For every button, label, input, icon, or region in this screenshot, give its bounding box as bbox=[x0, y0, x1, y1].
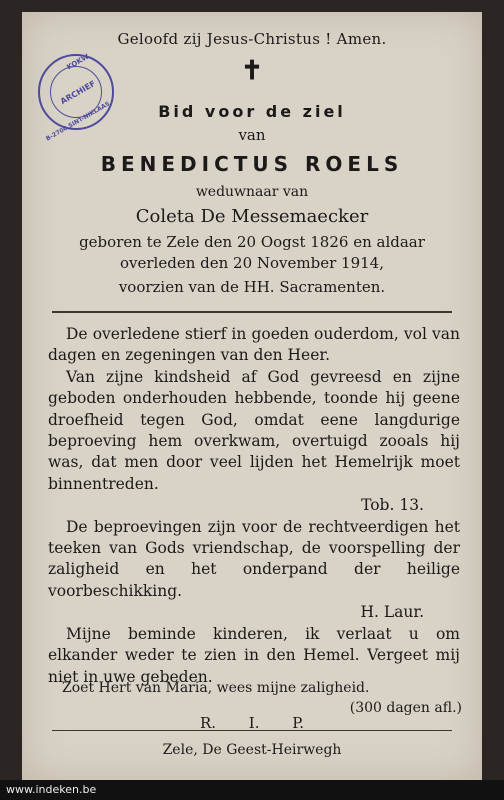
death-line: overleden den 20 November 1914, bbox=[120, 254, 384, 272]
van-label: van bbox=[238, 126, 266, 144]
bottom-divider bbox=[52, 730, 452, 731]
citation: H. Laur. bbox=[360, 603, 424, 622]
watermark-bar bbox=[0, 780, 504, 800]
closing-prayer: Zoet Hert van Maria, wees mijne zaligheid. bbox=[62, 680, 370, 696]
memorial-card bbox=[22, 12, 482, 780]
indulgence-note: (300 dagen afl.) bbox=[349, 700, 462, 716]
paragraph: De overledene stierf in goeden ouderdom, vol van dagen en zegeningen van den Heer. bbox=[48, 325, 460, 365]
citation: Tob. 13. bbox=[361, 496, 424, 515]
watermark-text: www.indeken.be bbox=[6, 783, 97, 796]
paragraph: Van zijne kindsheid af God gevreesd en zijne geboden onderhouden hebbende, toonde hij geene droefheid tegen God, omdat eene langdurige beproeving hem overkwam, overtuigd zooals hij was, dat men door veel lijden het Hemelrijk moet binnentreden. bbox=[48, 367, 460, 493]
printer-line: Zele, De Geest-Heirwegh bbox=[162, 742, 342, 758]
stamp-bottom-text: B-2700 SINT-NIKLAAS bbox=[44, 100, 112, 143]
cross-icon: ✝ bbox=[241, 56, 263, 86]
top-divider bbox=[52, 311, 452, 313]
deceased-name: BENEDICTUS ROELS bbox=[100, 152, 404, 176]
paragraph: De beproevingen zijn voor de rechtveerdigen het teeken van Gods vriendschap, de voorspelling der zaligheid en het onderpand der heilige voorbeschikking. bbox=[48, 517, 460, 600]
sacraments-line: voorzien van de HH. Sacramenten. bbox=[118, 278, 386, 296]
motto: Geloofd zij Jesus-Christus ! Amen. bbox=[117, 30, 387, 48]
memorial-text bbox=[48, 324, 460, 688]
stamp-top-text: KOKW bbox=[65, 52, 91, 72]
birth-line: geboren te Zele den 20 Oogst 1826 en aldaar bbox=[79, 233, 425, 251]
paragraph: Mijne beminde kinderen, ik verlaat u om elkander weder te zien in den Hemel. Vergeet mij niet in uwe gebeden. bbox=[48, 624, 460, 686]
stamp-middle-text: ARCHIEF bbox=[58, 78, 98, 107]
widower-label: weduwnaar van bbox=[195, 184, 309, 200]
prayer-heading: Bid voor de ziel bbox=[158, 102, 346, 121]
rip-line: R. I. P. bbox=[199, 714, 305, 732]
spouse-name: Coleta De Messemaecker bbox=[135, 206, 369, 227]
